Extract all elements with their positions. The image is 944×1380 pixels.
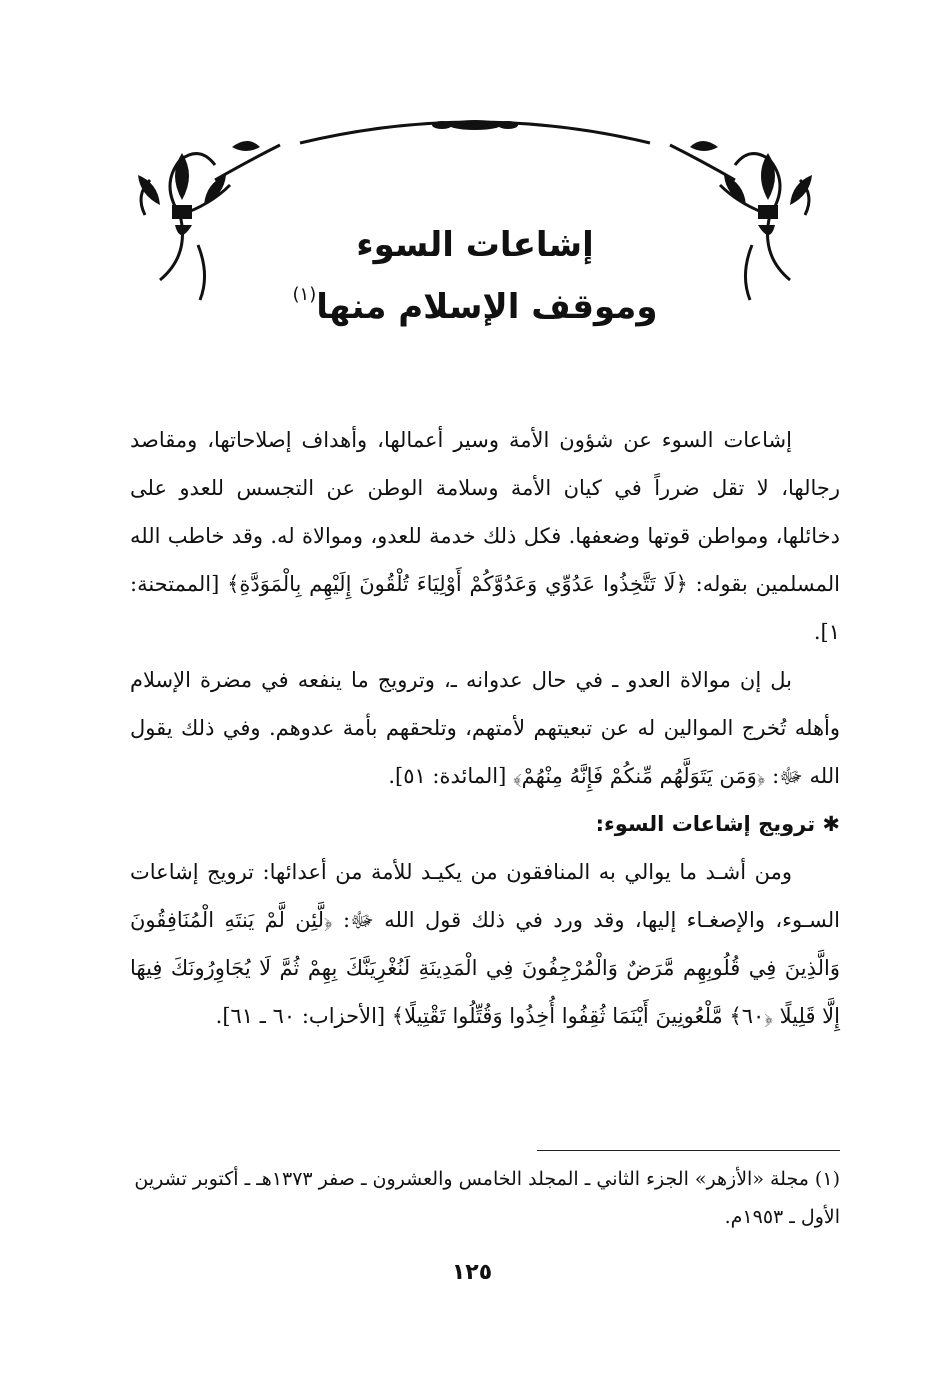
title-line-1: إشاعات السوء — [356, 225, 594, 265]
title-footnote-marker: (١) — [292, 284, 317, 305]
paragraph-2-text: بل إن موالاة العدو ـ في حال عدوانه ـ، وترويج ما ينفعه في مضرة الإسلام وأهله تُخرج الموالين له عن تبعيتهم لأمتهم، وتلحقهم بأمة عدوهم. وفي ذلك يقول الله ﷻ: — [130, 668, 840, 788]
paragraph-3-text: ومن أشـد ما يوالي به المنافقون من يكيـد للأمة من أعدائها: ترويج إشاعات السـوء، والإصغـاء إليها، وقد ورد في ذلك قول الله ﷻ: — [130, 860, 840, 932]
verse-reference-1: [الممتحنة: ١]. — [130, 572, 840, 644]
chapter-title — [230, 222, 720, 330]
section-heading: ✱ ترويج إشاعات السوء: — [595, 812, 840, 836]
title-line-2 — [230, 272, 720, 330]
paragraph-1-text: إشاعات السوء عن شؤون الأمة وسير أعمالها، وأهداف إصلاحاتها، ومقاصد رجالها، لا تقل ضرراً في كيان الأمة وسلامة الوطن عن التجسس للعدو على دخائلها، ومواطن قوتها وضعفها. فكل ذلك خدمة للعدو، وموالاة له. وقد خاطب الله المسلمين بقوله: — [130, 428, 841, 596]
verse-reference-2: [المائدة: ٥١]. — [388, 764, 507, 788]
quran-verse-1: ﴿لَا تَتَّخِذُوا عَدُوِّي وَعَدُوَّكُمْ أَوْلِيَاءَ تُلْقُونَ إِلَيْهِم بِالْمَوَدَّةِ﴾ — [227, 572, 688, 596]
paragraph-1 — [130, 416, 840, 656]
page-number: ١٢٥ — [451, 1260, 493, 1285]
main-text — [130, 416, 840, 1040]
paragraph-2 — [130, 656, 840, 800]
footnote: (١) مجلة «الأزهر» الجزء الثاني ـ المجلد الخامس والعشرون ـ صفر ١٣٧٣هـ ـ أكتوبر تشرين الأول ـ ١٩٥٣م. — [134, 1168, 840, 1228]
paragraph-3 — [130, 848, 840, 1040]
quran-verse-3: ﴿لَّئِن لَّمْ يَنتَهِ الْمُنَافِقُونَ وَالَّذِينَ فِي قُلُوبِهِم مَّرَضٌ وَالْمُرْجِفُونَ فِي الْمَدِينَةِ لَنُغْرِيَنَّكَ بِهِمْ ثُمَّ لَا يُجَاوِرُونَكَ فِيهَا إِلَّا قَلِيلًا ﴿٦٠﴾ مَّلْعُونِينَ أَيْنَمَا ثُقِفُوا أُخِذُوا وَقُتِّلُوا تَقْتِيلًا﴾ — [130, 908, 840, 1028]
footnote-divider — [537, 1150, 840, 1151]
quran-verse-2: ﴿وَمَن يَتَوَلَّهُم مِّنكُمْ فَإِنَّهُ مِنْهُمْ﴾ — [513, 764, 766, 788]
title-line-2-text: وموقف الإسلام منها — [316, 287, 658, 327]
verse-reference-3: [الأحزاب: ٦٠ ـ ٦١]. — [215, 1004, 386, 1028]
